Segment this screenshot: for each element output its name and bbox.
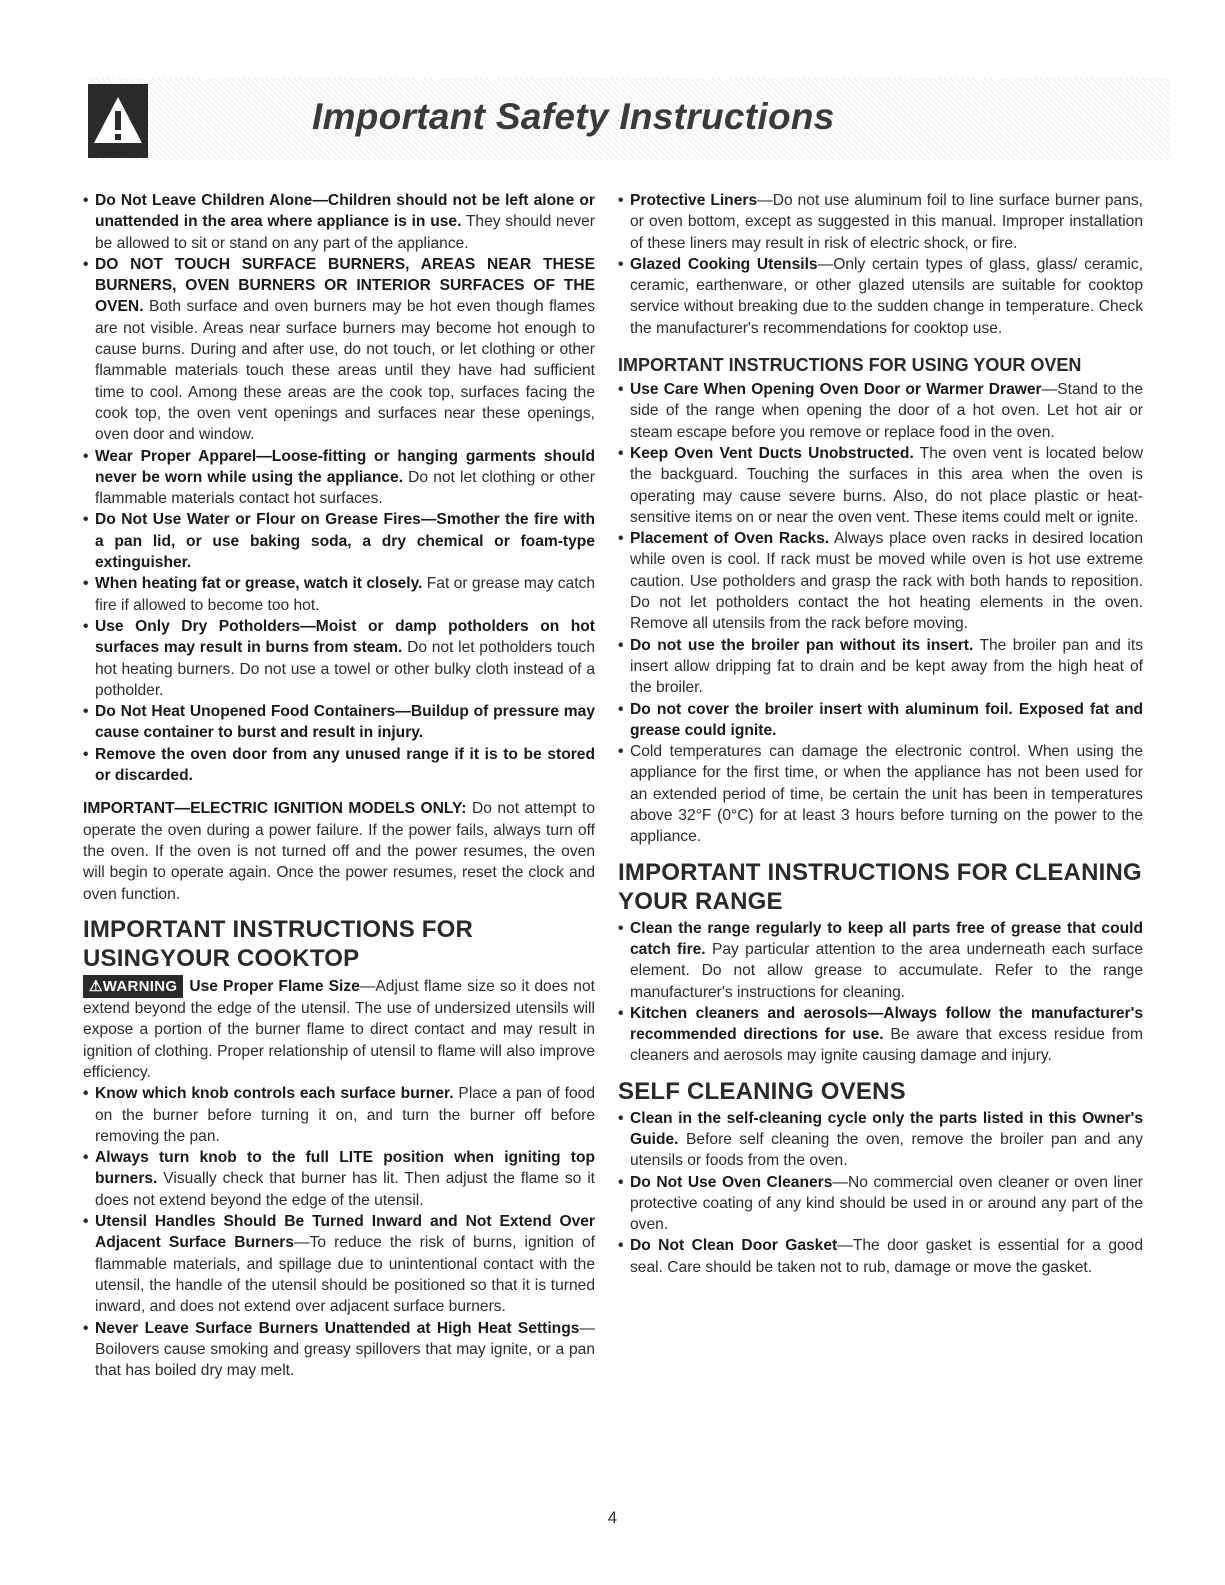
list-item [618,1108,1143,1172]
list-item [618,741,1143,847]
bullet-icon: • [83,1213,89,1231]
item-bold-text: Know which knob controls each surface burner. [95,1085,454,1103]
item-bold-text: Utensil Handles Should Be Turned Inward and Not Extend Over Adjacent Surface Burners [95,1213,595,1252]
item-bold-text: Do Not Use Water or Flour on Grease Fires—Smother the fire with a pan lid, or use baking soda, a dry chemical or foam-type extinguisher. [95,511,595,572]
item-text: Do not let clothing or other flammable materials contact hot surfaces. [95,468,596,508]
item-text: Visually check that burner has lit. Then adjust the flame so it does not extend beyond the edge of the utensil. [95,1170,595,1209]
item-bold-text: Do Not Leave Children Alone—Children should not be left alone or unattended in the area where appliance is in use. [95,192,595,231]
item-bold-text: Do not use the broiler pan without its insert. [630,636,974,654]
bullet-icon: • [618,919,624,937]
bullet-icon: • [83,617,89,635]
item-bold-text: Kitchen cleaners and aerosols—Always follow the manufacturer's recommended directions for use. [630,1004,1143,1044]
left-column [83,190,595,1381]
bullet-icon: • [618,192,624,209]
item-bold-text: Clean the range regularly to keep all parts free of grease that could catch fire. [630,919,1143,958]
list-item [83,1083,595,1147]
item-bold-text: Wear Proper Apparel—Loose-fitting or hanging garments should never be worn while using the appliance. [95,447,595,486]
heading-cooktop: IMPORTANT INSTRUCTIONS FOR USINGYOUR COOKTOP [83,915,474,972]
bullet-icon: • [618,381,624,399]
list-item [83,616,595,701]
list-item [618,190,1143,254]
page-header [88,78,1170,160]
cleaning-list [618,918,1143,1067]
bullet-icon: • [83,255,89,273]
bullet-icon: • [83,575,89,593]
bullet-icon: • [83,1319,89,1337]
item-text: —Only certain types of glass, glass/ ceramic, ceramic, earthenware, or other glazed utensils are suitable for cooktop service without breaking due to the sudden change in temperature. Check the manufacturer's recommendations for cooktop use. [630,255,1144,337]
bullet-icon: • [83,1149,89,1167]
list-item [83,1211,595,1317]
item-bold-text: Never Leave Surface Burners Unattended at High Heat Settings [95,1319,580,1337]
item-bold-text: Use Care When Opening Oven Door or Warmer Drawer [630,381,1042,399]
item-text: —Stand to the side of the range when opening the door of a hot oven. Let hot air or steam escape before you remove or replace food in the oven. [630,381,1143,441]
bullet-icon: • [618,1004,624,1022]
bullet-icon: • [83,511,89,529]
list-item [83,190,595,254]
bullet-icon: • [83,1085,89,1103]
list-item [618,1172,1143,1236]
item-bold-text: Do not cover the broiler insert with aluminum foil. Exposed fat and grease could ignite. [630,700,1143,739]
bullet-icon: • [618,743,624,761]
item-bold-text: Clean in the self-cleaning cycle only the parts listed in this Owner's Guide. [630,1109,1143,1148]
bullet-icon: • [618,444,624,462]
item-text: Place a pan of food on the burner before turning it on, and turn the burner off before removing the pan. [95,1085,595,1145]
bullet-icon: • [618,700,624,718]
liners-utensils-list [618,190,1143,339]
self-cleaning-list [618,1108,1143,1278]
bullet-icon: • [83,745,89,763]
bullet-icon: • [618,1173,624,1191]
item-text: The oven vent is located below the backguard. Touching the surfaces in this area when the oven is operating may cause severe burns. Also, do not place plastic or heat-sensitive items on or near the oven vent. These items could melt or ignite. [630,444,1143,526]
list-item [83,1318,595,1382]
item-bold-text: When heating fat or grease, watch it closely. [95,575,423,593]
item-bold-text: Use Only Dry Potholders—Moist or damp potholders on hot surfaces may result in burns from steam. [95,617,595,657]
item-text: They should never be allowed to sit or stand on any part of the appliance. [95,213,595,252]
list-item [83,509,595,573]
item-text: —No commercial oven cleaner or oven liner protective coating of any kind should be used in or around any part of the oven. [630,1173,1143,1234]
item-text: The broiler pan and its insert allow dripping fat to drain and be kept away from the high heat of the broiler. [630,636,1143,697]
list-item [83,254,595,446]
heading-cleaning: IMPORTANT INSTRUCTIONS FOR CLEANING YOUR RANGE [618,858,1142,915]
item-text: Be aware that excess residue from cleaners and aerosols may ignite causing damage and injury. [630,1026,1143,1065]
item-text: Cold temperatures can damage the electronic control. When using the appliance for the first time, or when the appliance has not been used for an extended period of time, be certain the unit has been in temperatures above 32°F (0°C) for at least 3 hours before turning on the power to the appliance. [630,743,1143,846]
list-item [618,1003,1143,1067]
page-number: 4 [607,1508,618,1527]
item-bold-text: Protective Liners [630,192,758,209]
list-item [618,1235,1143,1278]
bullet-icon: • [618,636,624,654]
bullet-icon: • [618,1237,624,1255]
item-text: Before self cleaning the oven, remove the broiler pan and any utensils or foods from the oven. [630,1130,1143,1170]
item-text: Fat or grease may catch fire if allowed to become too hot. [95,575,596,614]
heading-oven: IMPORTANT INSTRUCTIONS FOR USING YOUR OVEN [618,355,1082,376]
oven-list [618,379,1143,848]
list-item [618,443,1143,528]
item-text: —To reduce the risk of burns, ignition of flammable materials, and spillage due to unintentional contact with the utensil, the handle of the utensil should be positioned so that it is turned inward, and does not extend over adjacent surface burners. [95,1234,595,1316]
item-text: Pay particular attention to the area underneath each surface element. Do not allow grease to accumulate. Refer to the range manufacturer's instructions for cleaning. [630,940,1144,1001]
list-item [618,379,1143,443]
cooktop-list [83,1083,595,1381]
item-bold-text: Do Not Clean Door Gasket [630,1237,838,1255]
item-bold-text: Glazed Cooking Utensils [630,255,818,273]
item-text: Do not let potholders touch hot heating burners. Do not use a towel or other bulky cloth instead of a potholder. [95,639,595,699]
list-item [618,635,1143,699]
item-bold-text: DO NOT TOUCH SURFACE BURNERS, AREAS NEAR THESE BURNERS, OVEN BURNERS OR INTERIOR SURFACES OF THE OVEN. [95,255,595,316]
right-column [618,190,1143,1278]
item-bold-text: Remove the oven door from any unused range if it is to be stored or discarded. [95,745,595,785]
list-item [83,446,595,510]
list-item [83,744,595,787]
item-text: —Do not use aluminum foil to line surface burner pans, or oven bottom, except as suggested in this manual. Improper installation of these liners may result in risk of electric shock, or fire. [630,192,1143,252]
item-bold-text: Do Not Heat Unopened Food Containers—Buildup of pressure may cause container to burst and result in injury. [95,703,595,742]
flame-size-paragraph: ⚠WARNING Use Proper Flame Size—Adjust flame size so it does not extend beyond the edge of the utensil. The use of undersized utensils will expose a portion of the burner flame to direct contact and may result in ignition of clothing. Proper relationship of utensil to flame will also improve efficiency. [83,975,595,1083]
warning-badge: ⚠WARNING [83,975,183,998]
list-item [618,254,1143,339]
item-text: —Boilovers cause smoking and greasy spillovers that may ignite, or a pan that has boiled dry may melt. [95,1319,595,1380]
bullet-icon: • [83,703,89,721]
bullet-icon: • [83,192,89,209]
page-title: Important Safety Instructions [312,96,835,137]
bullet-icon: • [618,255,624,273]
item-bold-text: Do Not Use Oven Cleaners [630,1173,833,1191]
list-item [83,1147,595,1211]
electric-ignition-note: IMPORTANT—ELECTRIC IGNITION MODELS ONLY: Do not attempt to operate the oven during a power failure. If the power fails, always turn off the oven. If the oven is not turned off and the power resumes, the oven will begin to operate again. Once the power resumes, reset the clock and oven function. [83,800,595,903]
bullet-icon: • [618,1109,624,1127]
list-item [618,918,1143,1003]
list-item [618,699,1143,742]
list-item [618,528,1143,634]
left-safety-list [83,190,595,786]
bullet-icon: • [83,447,89,465]
list-item [83,573,595,616]
bullet-icon: • [618,530,624,548]
item-bold-text: Keep Oven Vent Ducts Unobstructed. [630,444,914,462]
item-text: Both surface and oven burners may be hot even though flames are not visible. Areas near surface burners may become hot enough to cause burns. During and after use, do not touch, or let clothing or other flammable materials touch these areas until they have had sufficient time to cool. Among these areas are the cook top, surfaces facing the cook top, the oven vent openings and surfaces near these openings, oven door and window. [95,298,595,444]
item-bold-text: Always turn knob to the full LITE position when igniting top burners. [95,1149,595,1188]
warning-triangle-icon [88,84,148,158]
item-bold-text: Placement of Oven Racks. [630,530,830,548]
heading-self-cleaning: SELF CLEANING OVENS [618,1077,906,1105]
item-text: Always place oven racks in desired location while oven is cool. If rack must be moved while oven is hot use extreme caution. Use potholders and grasp the rack with both hands to reposition. Do not let potholders contact the hot heating elements in the oven. Remove all utensils from the rack before moving. [630,530,1143,633]
list-item [83,701,595,744]
item-text: —The door gasket is essential for a good seal. Care should be taken not to rub, damage or move the gasket. [630,1237,1144,1276]
